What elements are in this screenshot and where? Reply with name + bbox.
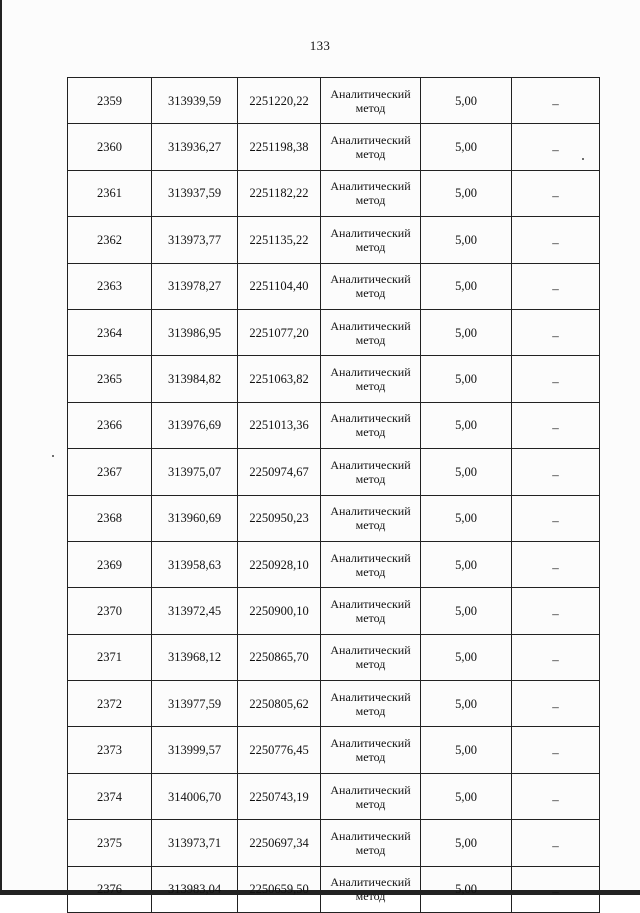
point-number-cell: 2368 — [68, 495, 152, 541]
y-coordinate-cell: 2250697,34 — [238, 820, 321, 866]
x-coordinate-cell: 313972,45 — [152, 588, 238, 634]
accuracy-cell: 5,00 — [421, 402, 512, 448]
page-number: 133 — [309, 38, 331, 53]
table-body — [68, 78, 600, 913]
table-row — [68, 402, 600, 448]
table-row — [68, 449, 600, 495]
note-cell: – — [512, 402, 600, 448]
accuracy-cell: 5,00 — [421, 124, 512, 170]
y-coordinate-cell: 2251104,40 — [238, 263, 321, 309]
table-row — [68, 634, 600, 680]
method-cell: Аналитический метод — [321, 727, 421, 773]
table-row — [68, 541, 600, 587]
coordinates-table — [67, 77, 600, 913]
table-row — [68, 217, 600, 263]
note-cell: – — [512, 217, 600, 263]
method-cell: Аналитический метод — [321, 541, 421, 587]
table-row — [68, 356, 600, 402]
note-cell: – — [512, 681, 600, 727]
point-number-cell: 2376 — [68, 866, 152, 912]
accuracy-cell: 5,00 — [421, 681, 512, 727]
table-row — [68, 820, 600, 866]
note-cell: – — [512, 820, 600, 866]
x-coordinate-cell: 313999,57 — [152, 727, 238, 773]
x-coordinate-cell: 313975,07 — [152, 449, 238, 495]
y-coordinate-cell: 2250743,19 — [238, 773, 321, 819]
table-row — [68, 773, 600, 819]
note-cell: – — [512, 773, 600, 819]
note-cell: – — [512, 727, 600, 773]
y-coordinate-cell: 2251063,82 — [238, 356, 321, 402]
table-row — [68, 263, 600, 309]
method-cell: Аналитический метод — [321, 773, 421, 819]
method-cell: Аналитический метод — [321, 356, 421, 402]
y-coordinate-cell: 2250928,10 — [238, 541, 321, 587]
point-number-cell: 2375 — [68, 820, 152, 866]
method-cell: Аналитический метод — [321, 217, 421, 263]
method-cell: Аналитический метод — [321, 681, 421, 727]
note-cell: – — [512, 588, 600, 634]
x-coordinate-cell: 314006,70 — [152, 773, 238, 819]
x-coordinate-cell: 313983,04 — [152, 866, 238, 912]
point-number-cell: 2359 — [68, 78, 152, 124]
y-coordinate-cell: 2250805,62 — [238, 681, 321, 727]
x-coordinate-cell: 313977,59 — [152, 681, 238, 727]
point-number-cell: 2367 — [68, 449, 152, 495]
table-row — [68, 727, 600, 773]
method-cell: Аналитический метод — [321, 170, 421, 216]
table-row — [68, 124, 600, 170]
note-cell: – — [512, 78, 600, 124]
accuracy-cell: 5,00 — [421, 78, 512, 124]
accuracy-cell: 5,00 — [421, 588, 512, 634]
scan-speck — [582, 158, 584, 160]
scan-speck — [52, 455, 54, 457]
accuracy-cell: 5,00 — [421, 727, 512, 773]
x-coordinate-cell: 313960,69 — [152, 495, 238, 541]
accuracy-cell: 5,00 — [421, 263, 512, 309]
point-number-cell: 2365 — [68, 356, 152, 402]
y-coordinate-cell: 2250659,50 — [238, 866, 321, 912]
x-coordinate-cell: 313936,27 — [152, 124, 238, 170]
method-cell: Аналитический метод — [321, 309, 421, 355]
y-coordinate-cell: 2251013,36 — [238, 402, 321, 448]
y-coordinate-cell: 2251220,22 — [238, 78, 321, 124]
method-cell: Аналитический метод — [321, 634, 421, 680]
x-coordinate-cell: 313973,71 — [152, 820, 238, 866]
note-cell: – — [512, 309, 600, 355]
x-coordinate-cell: 313976,69 — [152, 402, 238, 448]
accuracy-cell: 5,00 — [421, 309, 512, 355]
note-cell: – — [512, 866, 600, 912]
x-coordinate-cell: 313937,59 — [152, 170, 238, 216]
point-number-cell: 2374 — [68, 773, 152, 819]
point-number-cell: 2373 — [68, 727, 152, 773]
y-coordinate-cell: 2250950,23 — [238, 495, 321, 541]
method-cell: Аналитический метод — [321, 449, 421, 495]
scan-edge-left — [0, 0, 2, 895]
method-cell: Аналитический метод — [321, 78, 421, 124]
y-coordinate-cell: 2250776,45 — [238, 727, 321, 773]
accuracy-cell: 5,00 — [421, 820, 512, 866]
point-number-cell: 2369 — [68, 541, 152, 587]
x-coordinate-cell: 313984,82 — [152, 356, 238, 402]
point-number-cell: 2372 — [68, 681, 152, 727]
point-number-cell: 2361 — [68, 170, 152, 216]
y-coordinate-cell: 2251135,22 — [238, 217, 321, 263]
note-cell: – — [512, 634, 600, 680]
accuracy-cell: 5,00 — [421, 217, 512, 263]
accuracy-cell: 5,00 — [421, 449, 512, 495]
accuracy-cell: 5,00 — [421, 773, 512, 819]
y-coordinate-cell: 2251077,20 — [238, 309, 321, 355]
note-cell: – — [512, 449, 600, 495]
x-coordinate-cell: 313939,59 — [152, 78, 238, 124]
x-coordinate-cell: 313986,95 — [152, 309, 238, 355]
table-row — [68, 78, 600, 124]
point-number-cell: 2364 — [68, 309, 152, 355]
x-coordinate-cell: 313973,77 — [152, 217, 238, 263]
note-cell: – — [512, 124, 600, 170]
method-cell: Аналитический метод — [321, 820, 421, 866]
table-row — [68, 309, 600, 355]
table-row — [68, 170, 600, 216]
note-cell: – — [512, 356, 600, 402]
y-coordinate-cell: 2251198,38 — [238, 124, 321, 170]
accuracy-cell: 5,00 — [421, 634, 512, 680]
y-coordinate-cell: 2250900,10 — [238, 588, 321, 634]
x-coordinate-cell: 313958,63 — [152, 541, 238, 587]
table-row — [68, 866, 600, 912]
point-number-cell: 2366 — [68, 402, 152, 448]
point-number-cell: 2363 — [68, 263, 152, 309]
x-coordinate-cell: 313968,12 — [152, 634, 238, 680]
accuracy-cell: 5,00 — [421, 541, 512, 587]
point-number-cell: 2362 — [68, 217, 152, 263]
note-cell: – — [512, 541, 600, 587]
method-cell: Аналитический метод — [321, 402, 421, 448]
y-coordinate-cell: 2251182,22 — [238, 170, 321, 216]
table-row — [68, 588, 600, 634]
method-cell: Аналитический метод — [321, 495, 421, 541]
accuracy-cell: 5,00 — [421, 356, 512, 402]
y-coordinate-cell: 2250974,67 — [238, 449, 321, 495]
accuracy-cell: 5,00 — [421, 866, 512, 912]
point-number-cell: 2371 — [68, 634, 152, 680]
note-cell: – — [512, 495, 600, 541]
accuracy-cell: 5,00 — [421, 170, 512, 216]
method-cell: Аналитический метод — [321, 866, 421, 912]
method-cell: Аналитический метод — [321, 263, 421, 309]
note-cell: – — [512, 170, 600, 216]
table-row — [68, 681, 600, 727]
note-cell: – — [512, 263, 600, 309]
accuracy-cell: 5,00 — [421, 495, 512, 541]
point-number-cell: 2370 — [68, 588, 152, 634]
y-coordinate-cell: 2250865,70 — [238, 634, 321, 680]
method-cell: Аналитический метод — [321, 124, 421, 170]
table-row — [68, 495, 600, 541]
method-cell: Аналитический метод — [321, 588, 421, 634]
x-coordinate-cell: 313978,27 — [152, 263, 238, 309]
point-number-cell: 2360 — [68, 124, 152, 170]
